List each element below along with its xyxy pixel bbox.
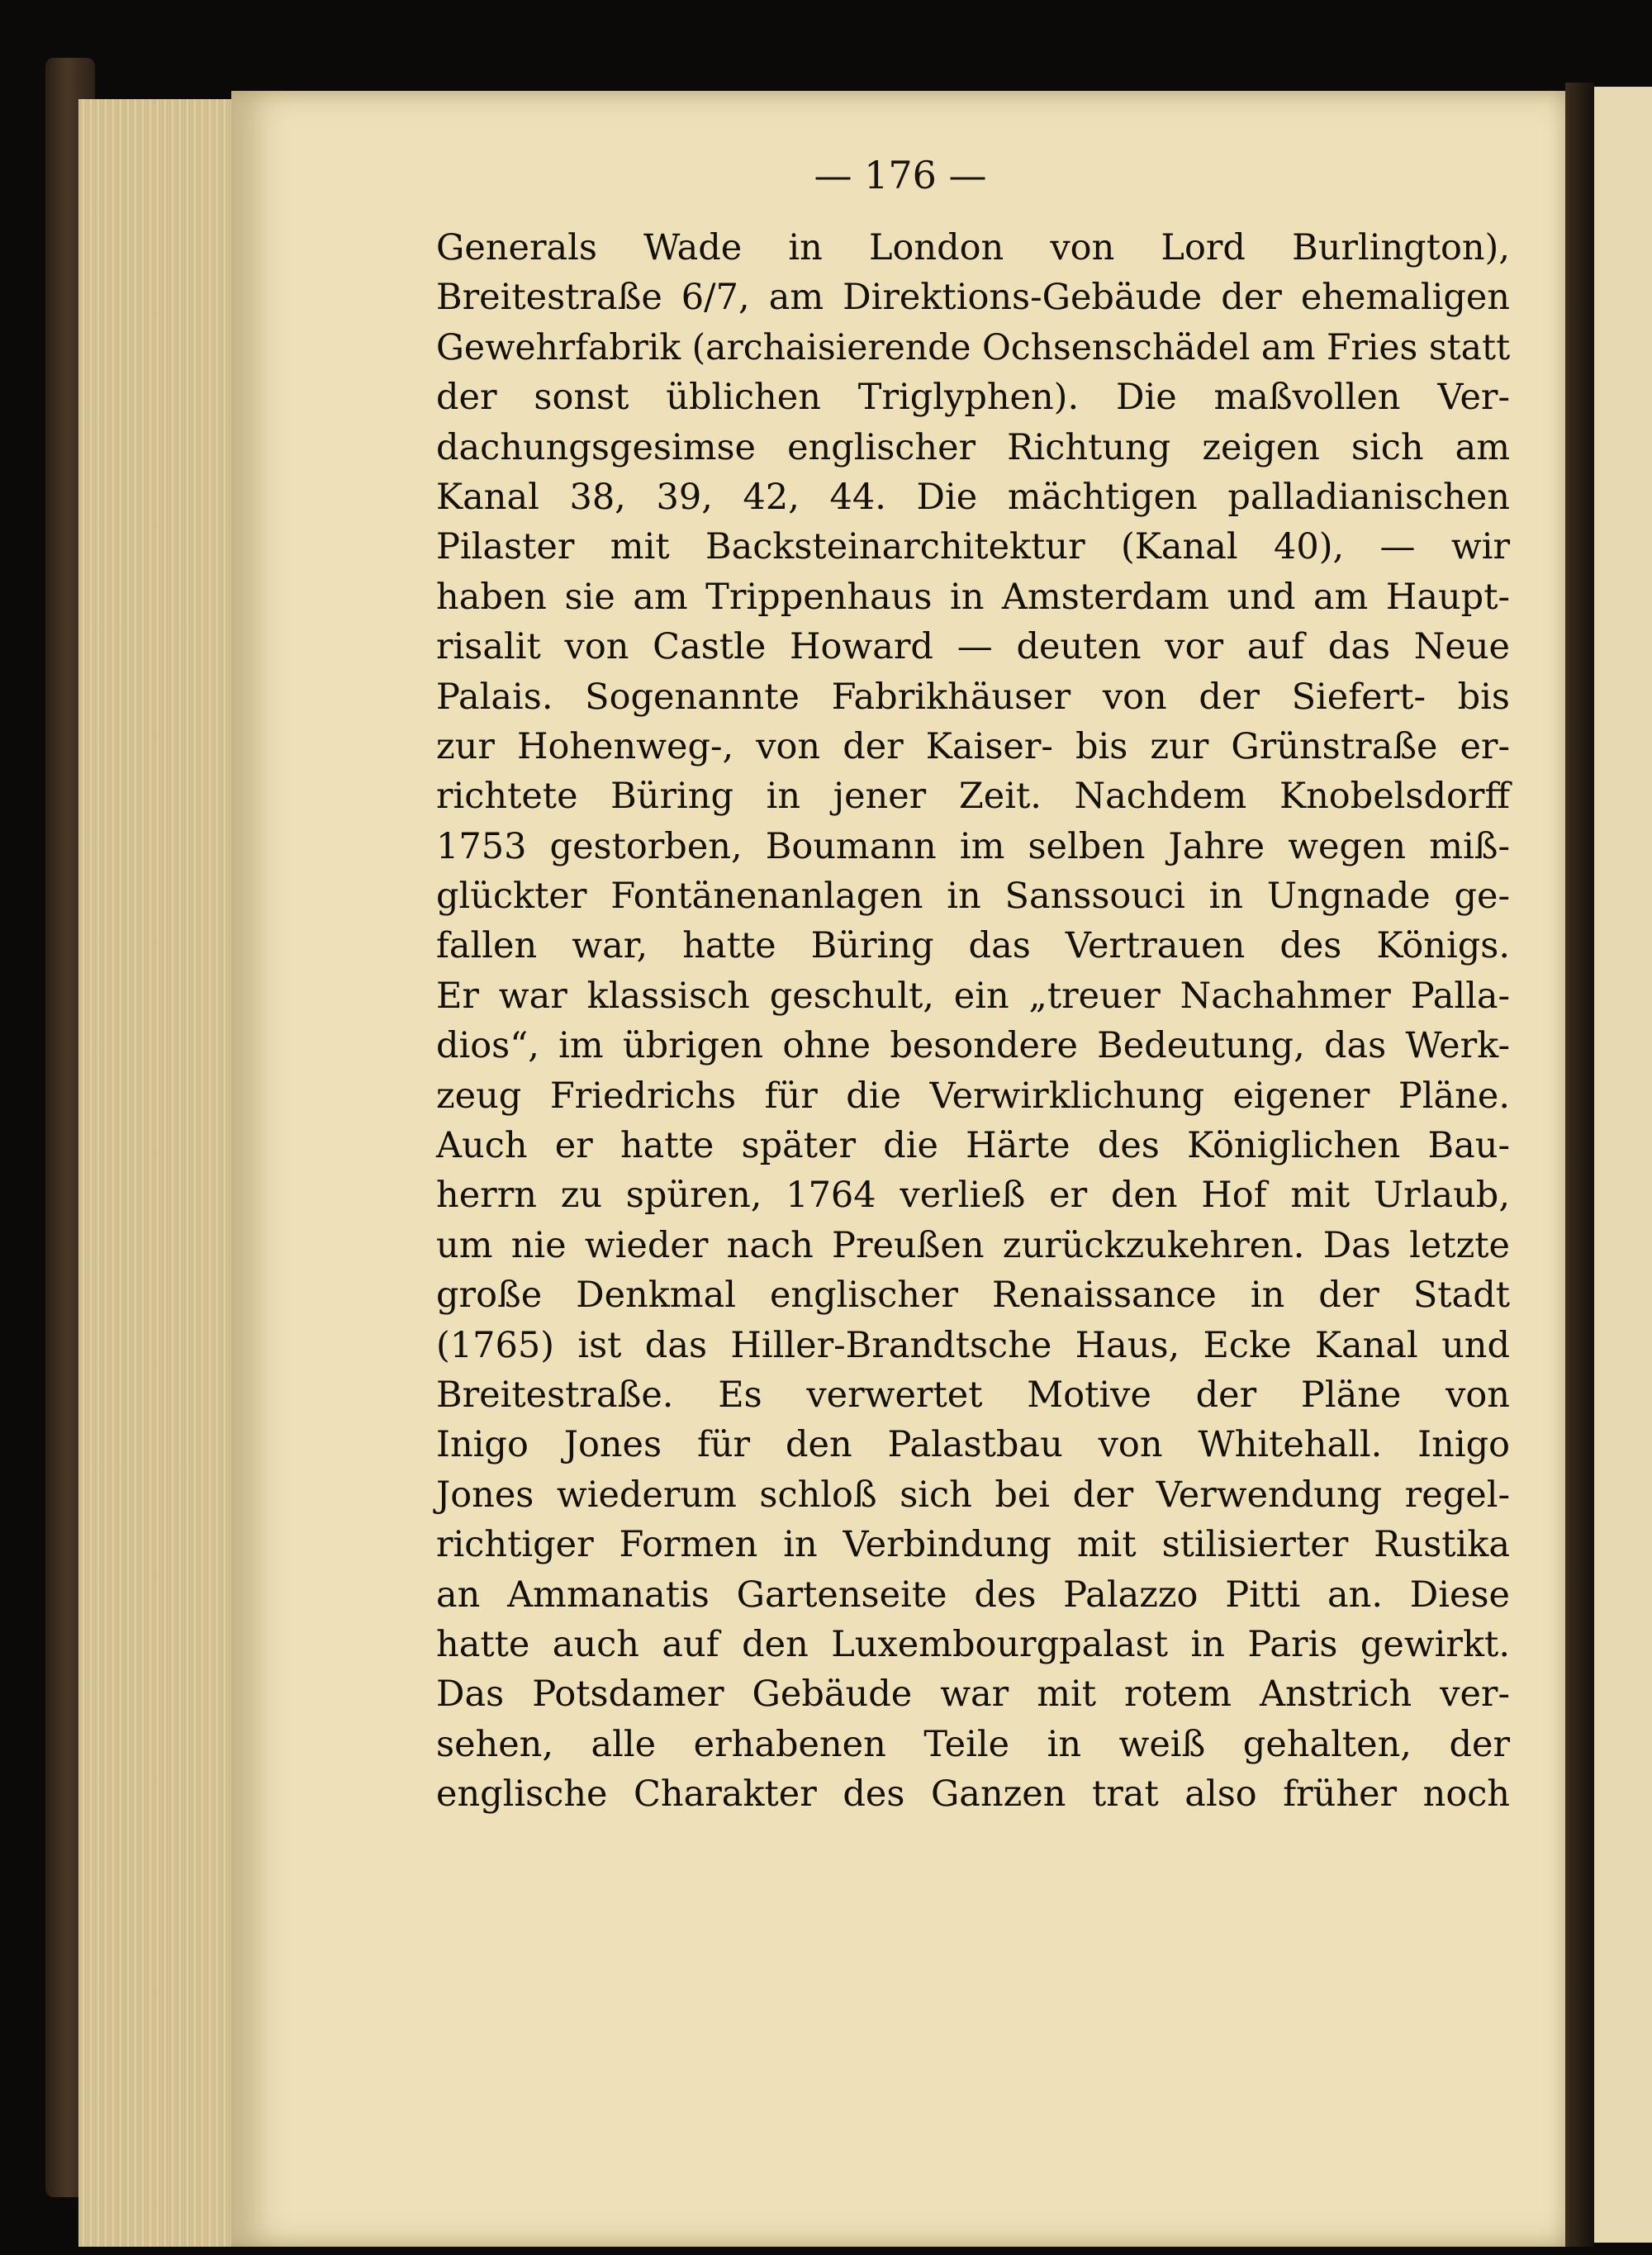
text-line: herrn zu spüren, 1764 verließ er den Hof mit Urlaub,	[436, 1175, 1510, 1217]
text-line: Breitestraße 6/7, am Direktions-Gebäude der ehemaligen	[436, 277, 1510, 319]
text-line: glückter Fontänenanlagen in Sanssouci in Ungnade ge-	[436, 876, 1510, 918]
facing-page-edge	[1590, 87, 1652, 2243]
text-line: fallen war, hatte Büring das Vertrauen des Königs.	[436, 925, 1510, 967]
text-line: risalit von Castle Howard — deuten vor auf das Neue	[436, 626, 1510, 668]
text-line: dachungsgesimse englischer Richtung zeigen sich am	[436, 426, 1510, 468]
text-line: Das Potsdamer Gebäude war mit rotem Anstrich ver-	[436, 1673, 1510, 1716]
text-line: englische Charakter des Ganzen trat also früher noch	[436, 1773, 1510, 1816]
text-line: 1753 gestorben, Boumann im selben Jahre wegen miß-	[436, 825, 1510, 867]
text-line: Palais. Sogenannte Fabrikhäuser von der Siefert- bis	[436, 676, 1510, 718]
text-line: haben sie am Trippenhaus in Amsterdam und am Haupt-	[436, 576, 1510, 618]
text-line: der sonst üblichen Triglyphen). Die maßvollen Ver-	[436, 377, 1510, 419]
text-line: Inigo Jones für den Palastbau von Whitehall. Inigo	[436, 1424, 1510, 1466]
text-line: Breitestraße. Es verwertet Motive der Pläne von	[436, 1374, 1510, 1416]
text-line: Er war klassisch geschult, ein „treuer Nachahmer Palla-	[436, 975, 1510, 1017]
page-number: — 176 —	[814, 153, 987, 197]
text-line: an Ammanatis Gartenseite des Palazzo Pitti an. Diese	[436, 1574, 1510, 1616]
book-page	[231, 91, 1569, 2247]
book-gutter	[1565, 83, 1594, 2247]
text-line: (1765) ist das Hiller-Brandtsche Haus, Ecke Kanal und	[436, 1324, 1510, 1366]
text-line: zeug Friedrichs für die Verwirklichung eigener Pläne.	[436, 1075, 1510, 1117]
text-line: zur Hohenweg-, von der Kaiser- bis zur Grünstraße er-	[436, 725, 1510, 767]
text-line: hatte auch auf den Luxembourgpalast in Paris gewirkt.	[436, 1623, 1510, 1665]
text-line: Kanal 38, 39, 42, 44. Die mächtigen palladianischen	[436, 476, 1510, 518]
text-line: große Denkmal englischer Renaissance in der Stadt	[436, 1275, 1510, 1317]
text-line: richtete Büring in jener Zeit. Nachdem Knobelsdorff	[436, 776, 1510, 818]
text-line: dios“, im übrigen ohne besondere Bedeutung, das Werk-	[436, 1025, 1510, 1067]
page-edges	[78, 99, 244, 2247]
text-line: Generals Wade in London von Lord Burlington),	[436, 227, 1510, 268]
text-line: Auch er hatte später die Härte des Königlichen Bau-	[436, 1125, 1510, 1167]
body-text	[436, 223, 1510, 1820]
text-line: Pilaster mit Backsteinarchitektur (Kanal 40), — wir	[436, 526, 1510, 568]
text-line: Gewehrfabrik (archaisierende Ochsenschädel am Fries statt	[436, 326, 1511, 368]
text-line: richtiger Formen in Verbindung mit stilisierter Rustika	[436, 1524, 1510, 1566]
text-line: um nie wieder nach Preußen zurückzukehren. Das letzte	[436, 1224, 1510, 1266]
text-line: sehen, alle erhabenen Teile in weiß gehalten, der	[436, 1723, 1510, 1765]
text-line: Jones wiederum schloß sich bei der Verwendung regel-	[436, 1474, 1510, 1516]
